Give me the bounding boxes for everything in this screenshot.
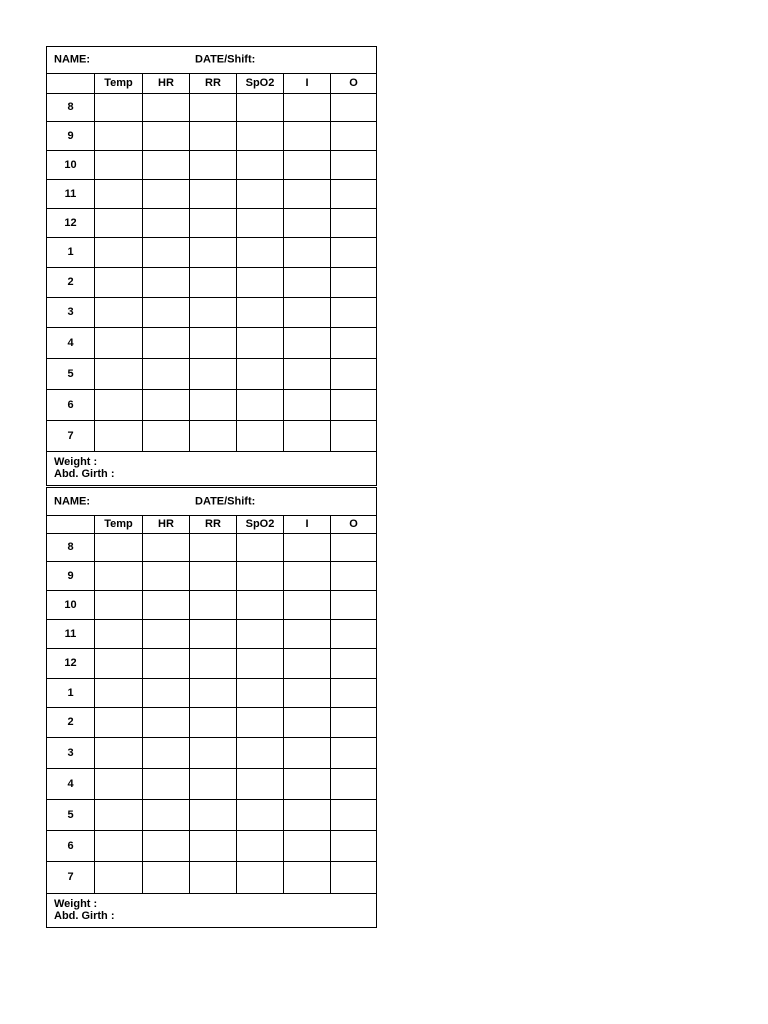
- entry-cell-o[interactable]: [331, 390, 377, 421]
- table-row: [47, 649, 377, 679]
- entry-cell-i[interactable]: [284, 122, 331, 151]
- entry-cell-temp[interactable]: [95, 421, 143, 452]
- entry-cell-spo2[interactable]: [237, 534, 284, 562]
- entry-cell-rr[interactable]: [190, 679, 237, 708]
- hour-label: 8: [47, 94, 95, 122]
- entry-cell-spo2[interactable]: [237, 209, 284, 238]
- entry-cell-rr[interactable]: [190, 862, 237, 894]
- entry-cell-i[interactable]: [284, 151, 331, 180]
- column-header-i: I: [284, 516, 331, 534]
- entry-cell-o[interactable]: [331, 122, 377, 151]
- weight-label: Weight :: [54, 456, 98, 468]
- column-header-spo2: SpO2: [237, 74, 284, 94]
- entry-cell-spo2[interactable]: [237, 708, 284, 738]
- column-header-hr: HR: [143, 516, 190, 534]
- entry-cell-i[interactable]: [284, 831, 331, 862]
- table-row: [47, 209, 377, 238]
- entry-cell-hr[interactable]: [143, 180, 190, 209]
- entry-cell-hr[interactable]: [143, 679, 190, 708]
- entry-cell-spo2[interactable]: [237, 591, 284, 620]
- entry-cell-o[interactable]: [331, 831, 377, 862]
- entry-cell-hr[interactable]: [143, 268, 190, 298]
- hour-label: 5: [47, 800, 95, 831]
- entry-cell-rr[interactable]: [190, 591, 237, 620]
- vitals-form-2: [46, 487, 377, 928]
- entry-cell-hr[interactable]: [143, 591, 190, 620]
- column-header-rr: RR: [190, 516, 237, 534]
- entry-cell-o[interactable]: [331, 238, 377, 268]
- entry-cell-o[interactable]: [331, 649, 377, 679]
- table-row: [47, 359, 377, 390]
- table-row: [47, 122, 377, 151]
- column-header-rr: RR: [190, 74, 237, 94]
- entry-cell-rr[interactable]: [190, 238, 237, 268]
- column-header-hr: HR: [143, 74, 190, 94]
- entry-cell-temp[interactable]: [95, 151, 143, 180]
- entry-cell-o[interactable]: [331, 534, 377, 562]
- entry-cell-spo2[interactable]: [237, 738, 284, 769]
- entry-cell-rr[interactable]: [190, 534, 237, 562]
- table-row: [47, 679, 377, 708]
- hour-label: 9: [47, 562, 95, 591]
- table-row: [47, 738, 377, 769]
- entry-cell-hr[interactable]: [143, 862, 190, 894]
- entry-cell-hr[interactable]: [143, 122, 190, 151]
- column-header-corner: [47, 74, 95, 94]
- entry-cell-rr[interactable]: [190, 562, 237, 591]
- vitals-form-1: [46, 46, 377, 486]
- table-row: [47, 180, 377, 209]
- hour-label: 9: [47, 122, 95, 151]
- table-row: [47, 620, 377, 649]
- entry-cell-temp[interactable]: [95, 238, 143, 268]
- table-row: [47, 298, 377, 328]
- table-row: [47, 800, 377, 831]
- entry-cell-temp[interactable]: [95, 268, 143, 298]
- entry-cell-i[interactable]: [284, 738, 331, 769]
- column-header-corner: [47, 516, 95, 534]
- table-row: [47, 268, 377, 298]
- abd-girth-label: Abd. Girth :: [54, 910, 115, 922]
- entry-cell-i[interactable]: [284, 591, 331, 620]
- entry-cell-o[interactable]: [331, 298, 377, 328]
- entry-cell-rr[interactable]: [190, 359, 237, 390]
- entry-cell-hr[interactable]: [143, 421, 190, 452]
- form-header: [47, 488, 377, 516]
- weight-label: Weight :: [54, 898, 98, 910]
- name-label: NAME:: [54, 53, 91, 66]
- entry-cell-temp[interactable]: [95, 738, 143, 769]
- abd-girth-label: Abd. Girth :: [54, 468, 115, 480]
- entry-cell-spo2[interactable]: [237, 298, 284, 328]
- entry-cell-spo2[interactable]: [237, 328, 284, 359]
- entry-cell-hr[interactable]: [143, 390, 190, 421]
- entry-cell-temp[interactable]: [95, 534, 143, 562]
- entry-cell-temp[interactable]: [95, 390, 143, 421]
- entry-cell-rr[interactable]: [190, 769, 237, 800]
- entry-cell-hr[interactable]: [143, 298, 190, 328]
- entry-cell-i[interactable]: [284, 268, 331, 298]
- entry-cell-temp[interactable]: [95, 328, 143, 359]
- entry-cell-i[interactable]: [284, 649, 331, 679]
- entry-cell-hr[interactable]: [143, 534, 190, 562]
- hour-label: 12: [47, 649, 95, 679]
- table-row: [47, 862, 377, 894]
- entry-cell-rr[interactable]: [190, 151, 237, 180]
- entry-cell-rr[interactable]: [190, 122, 237, 151]
- hour-label: 1: [47, 238, 95, 268]
- entry-cell-temp[interactable]: [95, 620, 143, 649]
- entry-cell-i[interactable]: [284, 180, 331, 209]
- entry-cell-i[interactable]: [284, 620, 331, 649]
- entry-cell-temp[interactable]: [95, 122, 143, 151]
- hour-label: 5: [47, 359, 95, 390]
- hour-label: 10: [47, 151, 95, 180]
- entry-cell-temp[interactable]: [95, 649, 143, 679]
- entry-cell-temp[interactable]: [95, 800, 143, 831]
- table-row: [47, 591, 377, 620]
- entry-cell-spo2[interactable]: [237, 268, 284, 298]
- hour-label: 6: [47, 831, 95, 862]
- entry-cell-hr[interactable]: [143, 708, 190, 738]
- entry-cell-hr[interactable]: [143, 359, 190, 390]
- column-header-temp: Temp: [95, 74, 143, 94]
- entry-cell-hr[interactable]: [143, 209, 190, 238]
- entry-cell-spo2[interactable]: [237, 831, 284, 862]
- entry-cell-temp[interactable]: [95, 679, 143, 708]
- entry-cell-i[interactable]: [284, 862, 331, 894]
- entry-cell-rr[interactable]: [190, 328, 237, 359]
- entry-cell-hr[interactable]: [143, 562, 190, 591]
- entry-cell-rr[interactable]: [190, 94, 237, 122]
- entry-cell-spo2[interactable]: [237, 620, 284, 649]
- entry-cell-rr[interactable]: [190, 180, 237, 209]
- entry-cell-i[interactable]: [284, 800, 331, 831]
- entry-cell-hr[interactable]: [143, 769, 190, 800]
- entry-cell-o[interactable]: [331, 862, 377, 894]
- hour-label: 10: [47, 591, 95, 620]
- table-row: [47, 421, 377, 452]
- form-footer: [47, 452, 377, 486]
- entry-cell-o[interactable]: [331, 591, 377, 620]
- entry-cell-i[interactable]: [284, 390, 331, 421]
- entry-cell-rr[interactable]: [190, 298, 237, 328]
- table-row: [47, 238, 377, 268]
- entry-cell-i[interactable]: [284, 298, 331, 328]
- entry-cell-hr[interactable]: [143, 800, 190, 831]
- entry-cell-rr[interactable]: [190, 620, 237, 649]
- entry-cell-spo2[interactable]: [237, 122, 284, 151]
- entry-cell-rr[interactable]: [190, 390, 237, 421]
- entry-cell-hr[interactable]: [143, 94, 190, 122]
- entry-cell-o[interactable]: [331, 209, 377, 238]
- entry-cell-hr[interactable]: [143, 649, 190, 679]
- entry-cell-temp[interactable]: [95, 831, 143, 862]
- entry-cell-hr[interactable]: [143, 328, 190, 359]
- hour-label: 7: [47, 421, 95, 452]
- entry-cell-rr[interactable]: [190, 831, 237, 862]
- entry-cell-temp[interactable]: [95, 94, 143, 122]
- entry-cell-temp[interactable]: [95, 591, 143, 620]
- entry-cell-temp[interactable]: [95, 359, 143, 390]
- table-row: [47, 94, 377, 122]
- table-row: [47, 534, 377, 562]
- entry-cell-temp[interactable]: [95, 209, 143, 238]
- entry-cell-hr[interactable]: [143, 831, 190, 862]
- table-row: [47, 708, 377, 738]
- entry-cell-hr[interactable]: [143, 238, 190, 268]
- entry-cell-rr[interactable]: [190, 268, 237, 298]
- entry-cell-i[interactable]: [284, 209, 331, 238]
- table-row: [47, 769, 377, 800]
- entry-cell-o[interactable]: [331, 180, 377, 209]
- entry-cell-o[interactable]: [331, 268, 377, 298]
- entry-cell-o[interactable]: [331, 620, 377, 649]
- entry-cell-rr[interactable]: [190, 800, 237, 831]
- entry-cell-rr[interactable]: [190, 708, 237, 738]
- entry-cell-o[interactable]: [331, 562, 377, 591]
- entry-cell-o[interactable]: [331, 359, 377, 390]
- entry-cell-rr[interactable]: [190, 209, 237, 238]
- table-row: [47, 831, 377, 862]
- entry-cell-spo2[interactable]: [237, 649, 284, 679]
- entry-cell-spo2[interactable]: [237, 679, 284, 708]
- table-row: [47, 562, 377, 591]
- entry-cell-o[interactable]: [331, 708, 377, 738]
- hour-label: 11: [47, 620, 95, 649]
- entry-cell-i[interactable]: [284, 562, 331, 591]
- entry-cell-i[interactable]: [284, 94, 331, 122]
- entry-cell-temp[interactable]: [95, 562, 143, 591]
- entry-cell-i[interactable]: [284, 328, 331, 359]
- form-header: [47, 47, 377, 74]
- entry-cell-o[interactable]: [331, 94, 377, 122]
- entry-cell-temp[interactable]: [95, 769, 143, 800]
- entry-cell-temp[interactable]: [95, 862, 143, 894]
- entry-cell-rr[interactable]: [190, 649, 237, 679]
- column-header-o: O: [331, 74, 377, 94]
- entry-cell-i[interactable]: [284, 708, 331, 738]
- entry-cell-spo2[interactable]: [237, 390, 284, 421]
- entry-cell-hr[interactable]: [143, 738, 190, 769]
- date-shift-label: DATE/Shift:: [195, 53, 256, 66]
- entry-cell-i[interactable]: [284, 769, 331, 800]
- date-shift-label: DATE/Shift:: [195, 495, 256, 507]
- entry-cell-spo2[interactable]: [237, 421, 284, 452]
- hour-label: 1: [47, 679, 95, 708]
- form-footer: [47, 894, 377, 928]
- entry-cell-spo2[interactable]: [237, 180, 284, 209]
- entry-cell-hr[interactable]: [143, 620, 190, 649]
- entry-cell-o[interactable]: [331, 679, 377, 708]
- entry-cell-o[interactable]: [331, 328, 377, 359]
- entry-cell-temp[interactable]: [95, 180, 143, 209]
- hour-label: 6: [47, 390, 95, 421]
- name-label: NAME:: [54, 495, 91, 507]
- entry-cell-spo2[interactable]: [237, 562, 284, 591]
- entry-cell-spo2[interactable]: [237, 238, 284, 268]
- entry-cell-o[interactable]: [331, 421, 377, 452]
- hour-label: 11: [47, 180, 95, 209]
- entry-cell-i[interactable]: [284, 421, 331, 452]
- column-header-spo2: SpO2: [237, 516, 284, 534]
- table-row: [47, 328, 377, 359]
- entry-cell-spo2[interactable]: [237, 769, 284, 800]
- column-header-i: I: [284, 74, 331, 94]
- hour-label: 12: [47, 209, 95, 238]
- entry-cell-o[interactable]: [331, 151, 377, 180]
- entry-cell-temp[interactable]: [95, 298, 143, 328]
- table-row: [47, 390, 377, 421]
- table-row: [47, 151, 377, 180]
- hour-label: 2: [47, 268, 95, 298]
- entry-cell-rr[interactable]: [190, 421, 237, 452]
- entry-cell-spo2[interactable]: [237, 359, 284, 390]
- column-header-temp: Temp: [95, 516, 143, 534]
- hour-label: 3: [47, 298, 95, 328]
- hour-label: 4: [47, 328, 95, 359]
- entry-cell-spo2[interactable]: [237, 94, 284, 122]
- column-header-o: O: [331, 516, 377, 534]
- entry-cell-spo2[interactable]: [237, 862, 284, 894]
- entry-cell-rr[interactable]: [190, 738, 237, 769]
- entry-cell-o[interactable]: [331, 769, 377, 800]
- entry-cell-i[interactable]: [284, 679, 331, 708]
- entry-cell-spo2[interactable]: [237, 151, 284, 180]
- entry-cell-i[interactable]: [284, 534, 331, 562]
- hour-label: 3: [47, 738, 95, 769]
- entry-cell-o[interactable]: [331, 800, 377, 831]
- hour-label: 4: [47, 769, 95, 800]
- entry-cell-i[interactable]: [284, 359, 331, 390]
- entry-cell-o[interactable]: [331, 738, 377, 769]
- hour-label: 8: [47, 534, 95, 562]
- entry-cell-spo2[interactable]: [237, 800, 284, 831]
- hour-label: 2: [47, 708, 95, 738]
- entry-cell-hr[interactable]: [143, 151, 190, 180]
- entry-cell-i[interactable]: [284, 238, 331, 268]
- hour-label: 7: [47, 862, 95, 894]
- entry-cell-temp[interactable]: [95, 708, 143, 738]
